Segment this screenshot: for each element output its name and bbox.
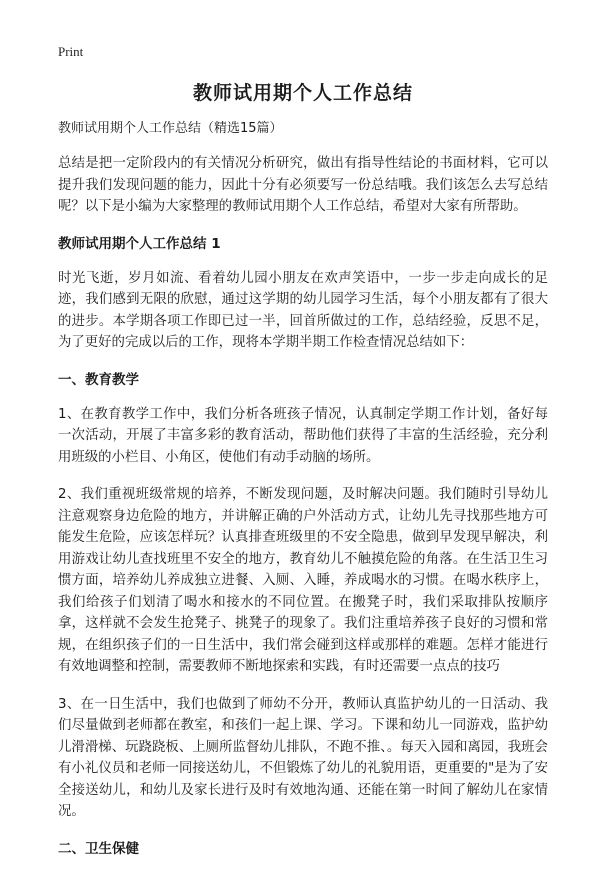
section-heading: 教师试用期个人工作总结 1 <box>58 235 221 252</box>
section-paragraph: 时光飞逝，岁月如流、看着幼儿园小朋友在欢声笑语中，一步一步走向成长的足迹，我们感到无限的欣慰，通过这学期的幼儿园学习生活，每个小朋友都有了很大的进步。本学期各项工作即已过一半，回首所做过的工作，总结经验，反思不足，为了更好的完成以后的工作，现将本学期半期工作检查情况总结如下： <box>58 270 548 350</box>
document-body <box>58 78 548 873</box>
teaching-paragraph-2: 2、我们重视班级常规的培养，不断发现问题，及时解决问题。我们随时引导幼儿注意观察身边危险的地方，并讲解正确的户外活动方式，让幼儿先寻找那些地方可能发生危险，应该怎样玩？认真排查班级里的不安全隐患，做到早发现早解决，利用游戏让幼儿查找班里不安全的地方，教育幼儿不触摸危险的角落。在生活卫生习惯方面，培养幼儿养成独立进餐、入厕、入睡，养成喝水的习惯。在喝水秩序上，我们给孩子们划清了喝水和接水的不同位置。在搬凳子时，我们采取排队按顺序拿，这样就不会发生抢凳子、挑凳子的现象了。我们注重培养孩子良好的习惯和常规，在组织孩子们的一日生活中，我们常会碰到这样或那样的难题。怎样才能进行有效地调整和控制，需要教师不断地探索和实践，有时还需要一点点的技巧 <box>58 487 548 674</box>
subsection-heading-teaching: 一、教育教学 <box>58 371 139 388</box>
print-link[interactable]: Print <box>58 44 84 59</box>
teaching-paragraph-1: 1、在教育教学工作中，我们分析各班孩子情况，认真制定学期工作计划，备好每一次活动，开展了丰富多彩的教育活动，帮助他们获得了丰富的生活经验，充分利用班级的小栏目、小角区，使他们有动手动脑的场所。 <box>58 406 548 465</box>
intro-paragraph: 总结是把一定阶段内的有关情况分析研究，做出有指导性结论的书面材料，它可以提升我们发现问题的能力，因此十分有必须要写一份总结哦。我们该怎么去写总结呢？以下是小编为大家整理的教师试用期个人工作总结，希望对大家有所帮助。 <box>58 156 548 214</box>
teaching-paragraph-3: 3、在一日生活中，我们也做到了师幼不分开，教师认真监护幼儿的一日活动、我们尽量做到老师都在教室，和孩们一起上课、学习。下课和幼儿一同游戏，监护幼儿滑滑梯、玩跷跷板、上厕所监督幼儿排队，不跑不推、。每天入园和离园，我班会有小礼仪员和老师一同接送幼儿，不但锻炼了幼儿的礼貌用语，更重要的"是为了安全接送幼儿，和幼儿及家长进行及时有效地沟通、还能在第一时间了解幼儿在家情况。 <box>58 696 548 819</box>
document-subtitle: 教师试用期个人工作总结（精选15篇） <box>58 121 283 136</box>
page-title: 教师试用期个人工作总结 <box>192 82 413 104</box>
subsection-heading-health: 二、卫生保健 <box>58 840 139 857</box>
